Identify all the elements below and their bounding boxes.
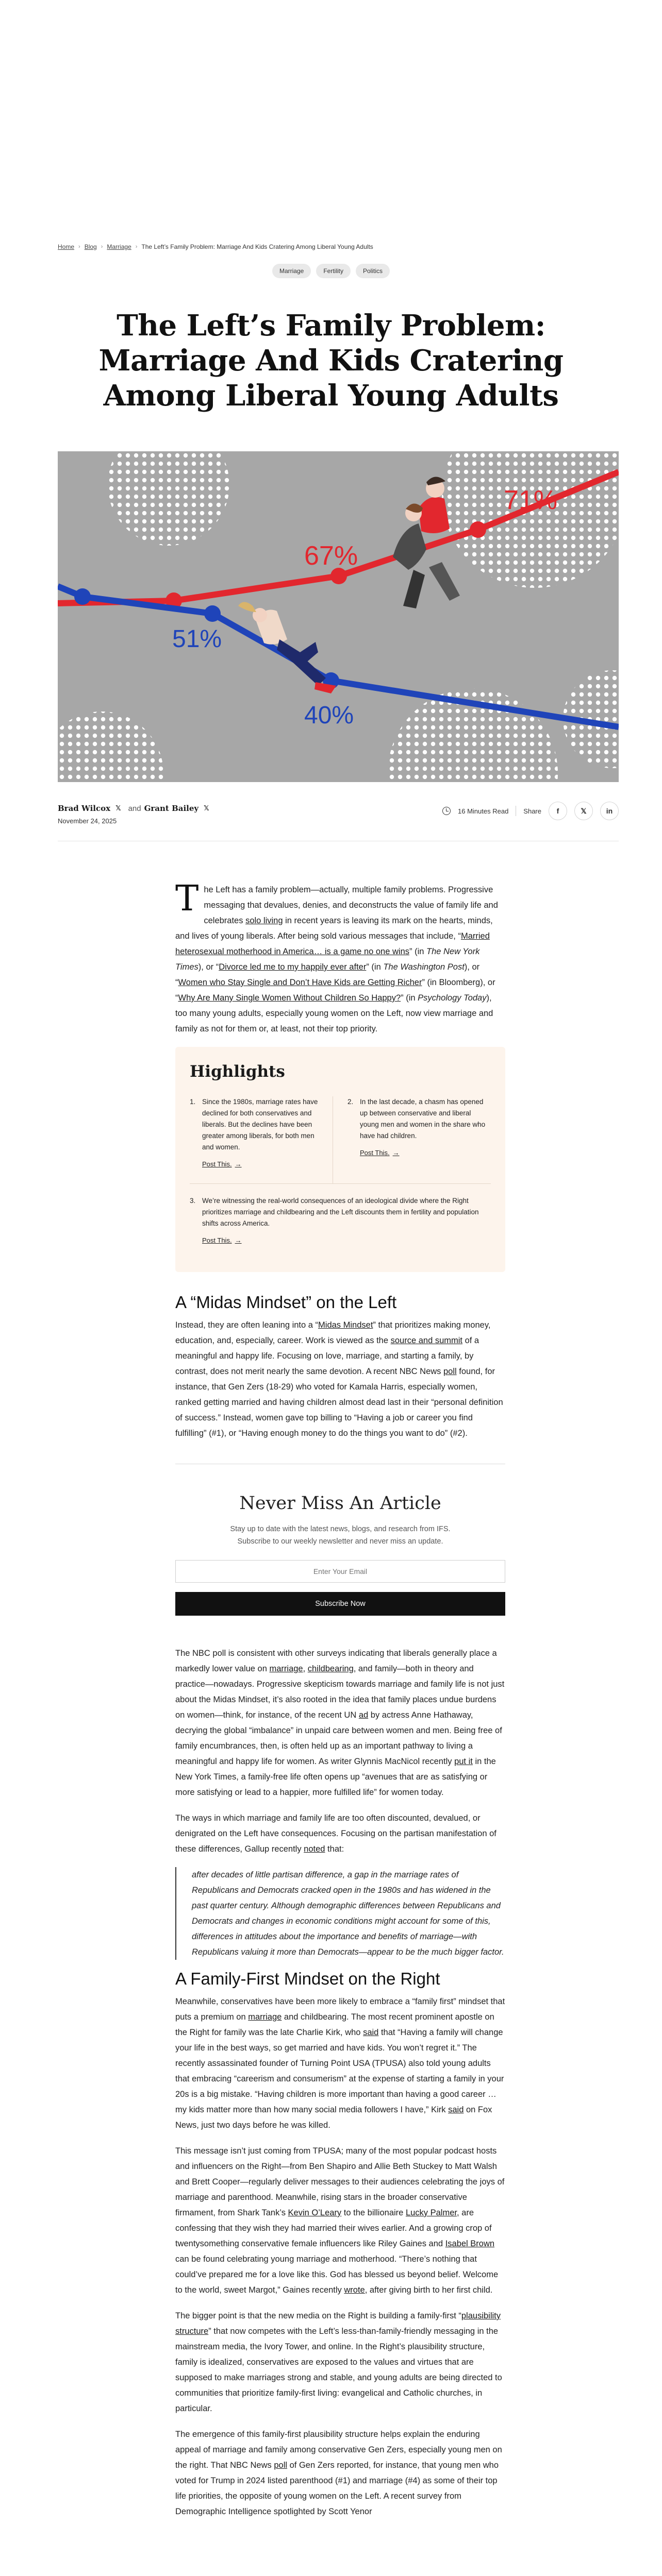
text: ” (in	[409, 947, 426, 956]
drop-cap: T	[175, 878, 199, 919]
highlight-number: 2.	[347, 1098, 354, 1106]
highlight-item	[347, 1096, 491, 1183]
text: ,	[303, 1664, 308, 1673]
label-51: 51%	[172, 625, 222, 653]
text: ), too many young adults, especially young women on the Left, now view marriage and family as not for them or, at least, not their top priority.	[175, 993, 493, 1033]
text: found, for instance, that Gen Zers (18-29) who voted for Kamala Harris, especially women, ranked getting married and having children almost dead last in their “personal definition of success.” Instead, women gave top billing to “Having a job or career you find fulfilling” (#1), or “Having enough money to do the things you want to do” (#2).	[175, 1367, 503, 1438]
post-this-label: Post This.	[202, 1160, 232, 1168]
dot-circle-top-right	[442, 451, 619, 588]
post-this-link[interactable]	[360, 1149, 400, 1157]
publish-date: November 24, 2025	[58, 817, 117, 825]
text: to the billionaire	[341, 2208, 406, 2217]
chevron-right-icon: ›	[101, 244, 103, 250]
text: The bigger point is that the new media on the Right is building a family-first “	[175, 2311, 461, 2320]
link-isabel-brown[interactable]: Isabel Brown	[445, 2239, 495, 2248]
post-this-label: Post This.	[202, 1236, 232, 1244]
highlights-box	[175, 1047, 505, 1272]
blue-point	[74, 588, 91, 605]
text: ” that now competes with the Left’s less-than-family-friendly messaging in the mainstream media, the Ivory Tower, and online. In the Right’s plausibility structure, family is idealized, conservatives are exposed to the values and virtues that are supposed to make marriages strong and stable, and young adults are being directed to communities that prioritize family-first living: evangelical and Catholic churches, in particular.	[175, 2327, 502, 2413]
highlight-number: 1.	[190, 1098, 196, 1106]
link-plausibility-structure[interactable]: plausibility structure	[175, 2311, 501, 2336]
highlight-text: Since the 1980s, marriage rates have declined for both conservatives and liberals. But the declines have been greater among liberals, for both men and women.	[202, 1098, 318, 1151]
paragraph	[175, 2427, 505, 2519]
topic-tags	[0, 264, 662, 278]
clock-icon	[442, 807, 451, 815]
byline-row	[58, 799, 619, 838]
tag-fertility[interactable]: Fertility	[316, 264, 351, 278]
signup-desc-line: Subscribe to our weekly newsletter and never miss an update.	[237, 1537, 443, 1546]
arrow-right-icon: →	[392, 1149, 400, 1157]
link-gaines-wrote[interactable]: wrote	[344, 2285, 365, 2295]
author-2-link[interactable]: Grant Bailey	[144, 804, 199, 813]
x-twitter-icon[interactable]: 𝕏	[115, 804, 121, 812]
falling-figure	[238, 602, 336, 694]
x-icon: 𝕏	[581, 806, 587, 815]
paragraph	[175, 1317, 505, 1441]
link-nbc-poll[interactable]: poll	[443, 1367, 457, 1376]
text: of a meaningful and happy life. Focusing on love, marriage, and starting a family, by contrast, does not merit nearly the same devotion. A recent NBC News	[175, 1336, 479, 1376]
text: ” that prioritizes making money, education, and, especially, career. Work is viewed as the	[175, 1320, 491, 1345]
link-gallup-noted[interactable]: noted	[304, 1844, 325, 1854]
link-nbc-poll[interactable]: poll	[274, 2461, 288, 2470]
text: ” (in	[366, 962, 384, 972]
linkedin-icon: in	[606, 807, 613, 815]
link-wapo-article[interactable]: Divorce led me to my happily ever after	[219, 962, 367, 972]
text: ), or “	[175, 962, 480, 987]
text: ” (in	[401, 993, 418, 1003]
linkedin-share-button[interactable]	[600, 802, 619, 820]
highlights-title: Highlights	[190, 1062, 285, 1081]
email-field[interactable]	[175, 1560, 505, 1583]
x-twitter-icon[interactable]: 𝕏	[204, 804, 209, 812]
intro-paragraph	[175, 878, 505, 1037]
article-body	[175, 878, 505, 2530]
share-label: Share	[523, 807, 541, 815]
text: by actress Anne Hathaway, decrying the global “imbalance” in unpaid care between women and men. Being free of family encumbrances, then, is often held up as an important pathway to living a meaningful and happy life for women. As writer Glynnis MacNicol recently	[175, 1710, 502, 1766]
text: in the New York Times, a family-free life often opens up “avenues that are as satisfying or more satisfying or lead to a happier, more fulfilled life” for women today.	[175, 1757, 496, 1797]
text: he Left has a family problem—actually, multiple family problems. Progressive messaging that devalues, denies, and deconstructs the value of family life and celebrates	[204, 885, 498, 925]
facebook-icon: f	[556, 807, 559, 815]
newsletter-signup	[175, 1464, 505, 1616]
publication: Psychology Today	[418, 993, 487, 1003]
link-solo-living[interactable]: solo living	[245, 916, 283, 925]
signup-title: Never Miss An Article	[239, 1493, 441, 1514]
highlight-item	[190, 1096, 333, 1183]
author-and: and	[128, 804, 141, 813]
link-source-summit[interactable]: source and summit	[390, 1336, 462, 1345]
highlight-text: In the last decade, a chasm has opened up between conservative and liberal young men and women in the share who have had children.	[360, 1098, 486, 1140]
highlight-item	[190, 1183, 491, 1260]
text: ” (in Bloomberg), or “	[175, 978, 495, 1003]
x-share-button[interactable]	[574, 802, 593, 820]
text: can be found celebrating young marriage and motherhood. “There’s nothing that could’ve prepared me for a love like this. God has blessed us beyond belief. Welcome to the world, sweet Margot,” Gaines recently	[175, 2255, 499, 2295]
chevron-right-icon: ›	[135, 244, 138, 250]
tag-politics[interactable]: Politics	[356, 264, 390, 278]
publication: The New York Times	[175, 947, 480, 972]
link-un-ad[interactable]: ad	[358, 1710, 369, 1720]
subscribe-button[interactable]: Subscribe Now	[175, 1592, 505, 1616]
tag-marriage[interactable]: Marriage	[272, 264, 311, 278]
hero-illustration	[58, 451, 619, 782]
paragraph	[175, 2143, 505, 2298]
link-psychology-today-article[interactable]: Why Are Many Single Women Without Children So Happy?	[178, 993, 401, 1003]
signup-desc-line: Stay up to date with the latest news, blogs, and research from IFS.	[230, 1525, 451, 1533]
text: This message isn’t just coming from TPUSA; many of the most popular podcast hosts and influencers on the Right—from Ben Shapiro and Allie Beth Stuckey to Matt Walsh and Brett Cooper—regularly deliver messages to their audiences celebrating the joys of marriage and parenthood. Meanwhile, rising stars in the broader conservative firmament, from Shark Tank’s	[175, 2146, 505, 2217]
text: that:	[325, 1844, 344, 1854]
post-this-link[interactable]	[202, 1236, 242, 1244]
paragraph	[175, 1810, 505, 1857]
breadcrumb-current: The Left’s Family Problem: Marriage And Kids Cratering Among Liberal Young Adults	[141, 243, 373, 250]
label-67: 67%	[304, 541, 358, 571]
text: The ways in which marriage and family life are too often discounted, devalued, or denigrated on the Left have consequences. Focusing on the partisan manifestation of these differences, Gallup recently	[175, 1814, 496, 1854]
publication: The Washington Post	[383, 962, 465, 972]
hero-art	[58, 451, 619, 782]
block-quote	[175, 1867, 505, 1960]
text: of Gen Zers reported, for instance, that young men who voted for Trump in 2024 listed parenthood (#1) and marriage (#4) as some of their top life priorities, the opposite of young women on the Left. A recent survey from Demographic Intelligence spotlighted by Scott Yenor	[175, 2461, 499, 2516]
breadcrumb-category-link[interactable]: Marriage	[107, 243, 131, 250]
breadcrumb-blog-link[interactable]: Blog	[84, 243, 97, 250]
signup-description	[175, 1523, 505, 1548]
paragraph	[175, 1994, 505, 2133]
dot-circle-top-left	[108, 451, 229, 546]
text: that “Having a family will change your life in the best ways, so get married and have kids. You won’t regret it.” The recently assassinated founder of Turning Point USA (TPUSA) also told young adults that embracing “careerism and consumerism” at the expense of starting a family in your 20s is a big mistake. “Having children is more important than having a good career … my kids matter more than how many social media followers I have,” Kirk	[175, 2028, 504, 2114]
paragraph	[175, 1646, 505, 1800]
text: Meanwhile, conservatives have been more likely to embrace a “family first” mindset that puts a premium on	[175, 1997, 505, 2022]
link-put-it[interactable]: put it	[454, 1757, 473, 1766]
authors	[58, 804, 213, 813]
link-marriage[interactable]: marriage	[248, 2012, 282, 2022]
text: The emergence of this family-first plausibility structure helps explain the enduring appeal of marriage and family among conservative Gen Zers, especially young men on the right. That NBC News	[175, 2430, 502, 2470]
arrow-right-icon: →	[235, 1160, 242, 1168]
link-kevin-oleary[interactable]: Kevin O’Leary	[288, 2208, 342, 2217]
link-marriage[interactable]: marriage	[269, 1664, 303, 1673]
facebook-share-button[interactable]	[549, 802, 567, 820]
breadcrumb	[58, 243, 373, 250]
read-time: 16 Minutes Read	[458, 807, 509, 815]
label-40: 40%	[304, 702, 354, 729]
chevron-right-icon: ›	[78, 244, 80, 250]
author-1-link[interactable]: Brad Wilcox	[58, 804, 111, 813]
text: The NBC poll is consistent with other surveys indicating that liberals generally place a markedly lower value on	[175, 1649, 497, 1673]
link-nyt-article[interactable]: Married heterosexual motherhood in America… is a game no one wins	[175, 931, 490, 956]
text: in recent years is leaving its mark on the hearts, minds, and lives of young liberals. After being sold various messages that include, “	[175, 916, 493, 941]
text: Instead, they are often leaning into a “	[175, 1320, 319, 1330]
link-midas-mindset[interactable]: Midas Mindset	[318, 1320, 373, 1330]
red-point	[470, 521, 486, 538]
text: and childbearing. The most recent prominent apostle on the Right for family was the late Charlie Kirk, who	[175, 2012, 494, 2037]
link-lucky-palmer[interactable]: Lucky Palmer	[405, 2208, 457, 2217]
paragraph	[175, 2308, 505, 2416]
label-71: 71%	[504, 485, 558, 515]
page-title: The Left’s Family Problem: Marriage And Kids Cratering Among Liberal Young Adults	[98, 309, 564, 413]
section-heading-family-first: A Family-First Mindset on the Right	[175, 1969, 440, 1988]
quote-text: after decades of little partisan difference, a gap in the marriage rates of Republicans and Democrats cracked open in the 1980s and has widened in the past quarter century. Although demographic differences between Republicans and Democrats and changes in economic conditions might account for some of this, differences in attitudes about the importance and benefits of marriage—with Republicans valuing it more than Democrats—appear to be the much bigger factor.	[192, 1870, 504, 1957]
link-childbearing[interactable]: childbearing	[307, 1664, 354, 1673]
post-this-label: Post This.	[360, 1149, 390, 1157]
text: on Fox News, just two days before he was killed.	[175, 2105, 492, 2130]
link-bloomberg-article[interactable]: Women who Stay Single and Don’t Have Kids are Getting Richer	[178, 978, 422, 987]
post-this-link[interactable]	[202, 1160, 242, 1168]
dot-circle-bottom-left	[58, 711, 163, 782]
link-kirk-said-fox[interactable]: said	[448, 2105, 464, 2114]
highlight-number: 3.	[190, 1197, 196, 1205]
section-heading-midas: A “Midas Mindset” on the Left	[175, 1293, 397, 1312]
arrow-right-icon: →	[235, 1236, 242, 1244]
highlight-text: We’re witnessing the real-world consequences of an ideological divide where the Right prioritizes marriage and childbearing and the Left discounts them in fertility and population shifts across America.	[202, 1197, 479, 1227]
text: , and family—both in theory and practice—nowadays. Progressive skepticism towards marriage and family life is not just about the Midas Mindset, it’s also rooted in the idea that family places undue burdens on women—think, for instance, of the recent UN	[175, 1664, 505, 1720]
link-kirk-said[interactable]: said	[363, 2028, 379, 2037]
text: , after giving birth to her first child.	[365, 2285, 493, 2295]
article-meta	[442, 802, 619, 820]
breadcrumb-home-link[interactable]: Home	[58, 243, 75, 250]
text: , are confessing that they wish they had married their wives earlier. And a growing crop of twentysomething conservative female influencers like Riley Gaines and	[175, 2208, 492, 2248]
text: ), or “	[198, 962, 219, 972]
blue-point	[204, 605, 221, 622]
